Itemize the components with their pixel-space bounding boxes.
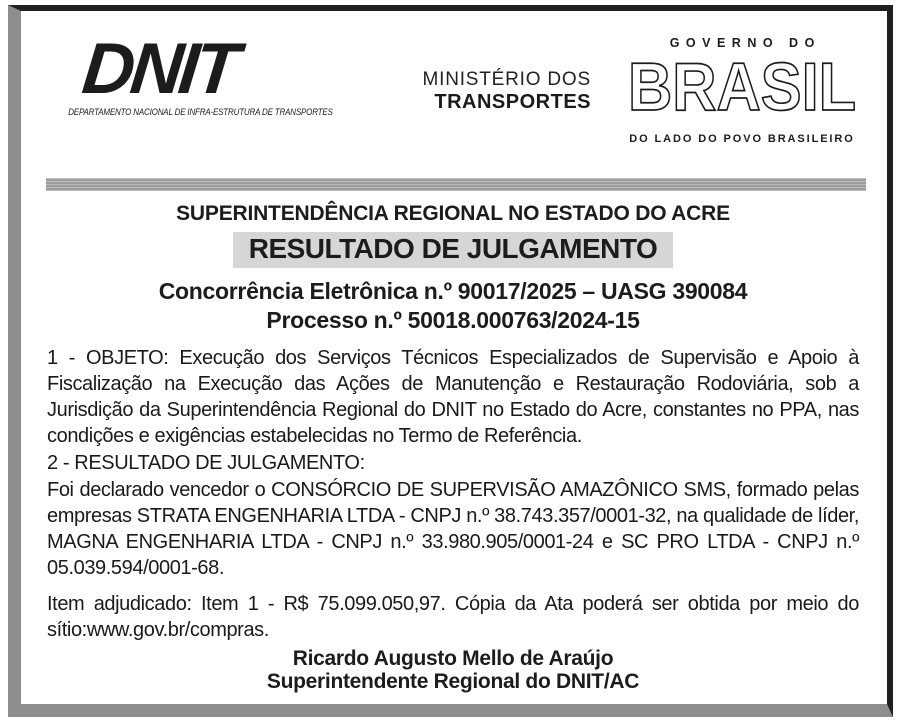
signature-name: Ricardo Augusto Mello de Araújo [292,647,614,670]
document-title: RESULTADO DE JULGAMENTO [233,232,674,268]
gray-divider-bar [46,178,866,191]
superintendence-heading: SUPERINTENDÊNCIA REGIONAL NO ESTADO DO ACRE [176,202,730,225]
dnit-logo [43,29,333,120]
ministry-logo [399,69,591,114]
dnit-caption-text: DEPARTAMENTO NACIONAL DE INFRA-ESTRUTURA DE TRANSPORTES [68,107,333,118]
signature-block [47,647,859,693]
ministry-line1: MINISTÉRIO DOS [422,69,591,90]
paragraph-resultado-heading: 2 - RESULTADO DE JULGAMENTO: [47,452,365,474]
paragraph-item: Item adjudicado: Item 1 - R$ 75.099.050,97. Cópia da Ata poderá ser obtida por meio do sítio:www.gov.br/compras. [47,593,859,641]
tender-line: Concorrência Eletrônica n.º 90017/2025 – UASG 390084 [158,278,748,304]
document-sheet [8,5,893,717]
paragraph-resultado: Foi declarado vencedor o CONSÓRCIO DE SUPERVISÃO AMAZÔNICO SMS, formado pelas empresas STRATA ENGENHARIA LTDA - CNPJ n.º 38.743.357/0001-32, na qualidade de líder, MAGNA ENGENHARIA LTDA - CNPJ n.º 33.980.905/0001-24 e SC PRO LTDA - CNPJ n.º 05.039.594/0001-68. [47,479,859,579]
signature-role: Superintendente Regional do DNIT/AC [266,670,640,693]
title-box-wrap [47,232,859,268]
letterhead [21,11,887,178]
ministry-line2: TRANSPORTES [434,91,591,113]
govbr-bottom-text: DO LADO DO POVO BRASILEIRO [629,133,855,145]
document-body [21,202,887,693]
dnit-wordmark: DNIT [78,29,240,109]
paragraph-objeto: 1 - OBJETO: Execução dos Serviços Técnicos Especializados de Supervisão e Apoio à Fiscalização na Execução das Ações de Manutenção e Restauração Rodoviária, sob a Jurisdição da Superintendência Regional do DNIT no Estado do Acre, constantes no PPA, nas condições e exigências estabelecidas no Termo de Referência. [47,347,859,447]
brasil-wordmark-text: BRASIL [628,54,856,116]
brasil-wordmark [625,54,859,116]
govbr-logo [623,36,861,145]
process-line: Processo n.º 50018.000763/2024-15 [266,307,640,333]
govbr-top-text: GOVERNO DO [669,36,821,50]
